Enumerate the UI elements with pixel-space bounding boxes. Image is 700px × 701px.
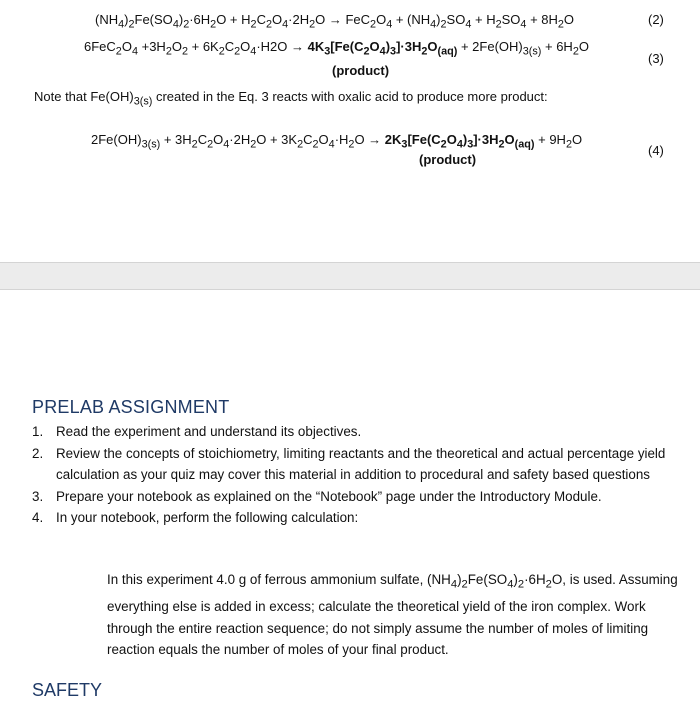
note-text: Note that $Fe(OH)_{3(s)}$ created in the Eq. 3 reacts with oxalic acid to produce more product: [34,89,548,108]
list-number: 1. [32,424,44,439]
page-break [0,262,700,290]
list-item [32,507,682,529]
prelab-list [32,421,682,529]
equation-2-number: (2) [648,12,664,27]
equation-2: $(NH_4)_2Fe(SO_4)_2\cdot 6H_2O + H_2C_2O_4\cdot 2H_2O \to FeC_2O_4 + (NH_4)_2SO_4 + H_2SO_4 + 8H_2O$ [95,12,575,31]
list-number: 3. [32,488,44,504]
equation-4-number: (4) [648,143,664,158]
list-text: Prepare your notebook as explained on the “Notebook” page under the Introductory Module. [56,488,602,504]
calculation-paragraph: In this experiment 4.0 g of ferrous ammonium sulfate, $(NH_4)_2Fe(SO_4)_2\cdot 6H_2O$, is used. Assuming everything else is added in excess; calculate the theoretical yield of the iron complex. Work through the entire reaction sequence; do not simply assume the number of moles of limiting reaction equals the number of moles of your final product. [107,572,678,658]
list-number: 4. [32,510,44,525]
list-number: 2. [32,445,44,461]
equation-3-product-label: (product) [332,63,390,78]
list-text: In your notebook, perform the following calculation: [56,510,359,525]
equation-4: $2Fe(OH)_{3(s)} + 3H_2C_2O_4\cdot 2H_2O + 3K_2C_2O_4\cdot H_2O \to 2K_3[Fe(C_2O_4)_3]\cdot 3H_2O_{(aq)} + 9H_2O$ [91,132,583,151]
document-page-1 [0,0,700,262]
prelab-heading: PRELAB ASSIGNMENT [32,397,230,417]
document-page-2 [0,290,700,700]
list-item [32,443,682,486]
list-item [32,421,682,443]
list-item [32,486,682,508]
equation-4-product-label: (product) [419,152,477,167]
list-text: Review the concepts of stoichiometry, limiting reactants and the theoretical and actual percentage yield calculation as your quiz may cover this material in addition to procedural and safety based questions [56,445,666,482]
equation-3: $6FeC_2O_4 +3H_2O_2 + 6K_2C_2O_4\cdot H2O \to 4K_3[Fe(C_2O_4)_3]\cdot 3H_2O_{(aq)} + 2Fe(OH)_{3(s)} + 6H_2O$ [84,39,589,58]
equation-3-number: (3) [648,51,664,66]
safety-heading: SAFETY [32,680,103,700]
list-text: Read the experiment and understand its objectives. [56,424,362,439]
